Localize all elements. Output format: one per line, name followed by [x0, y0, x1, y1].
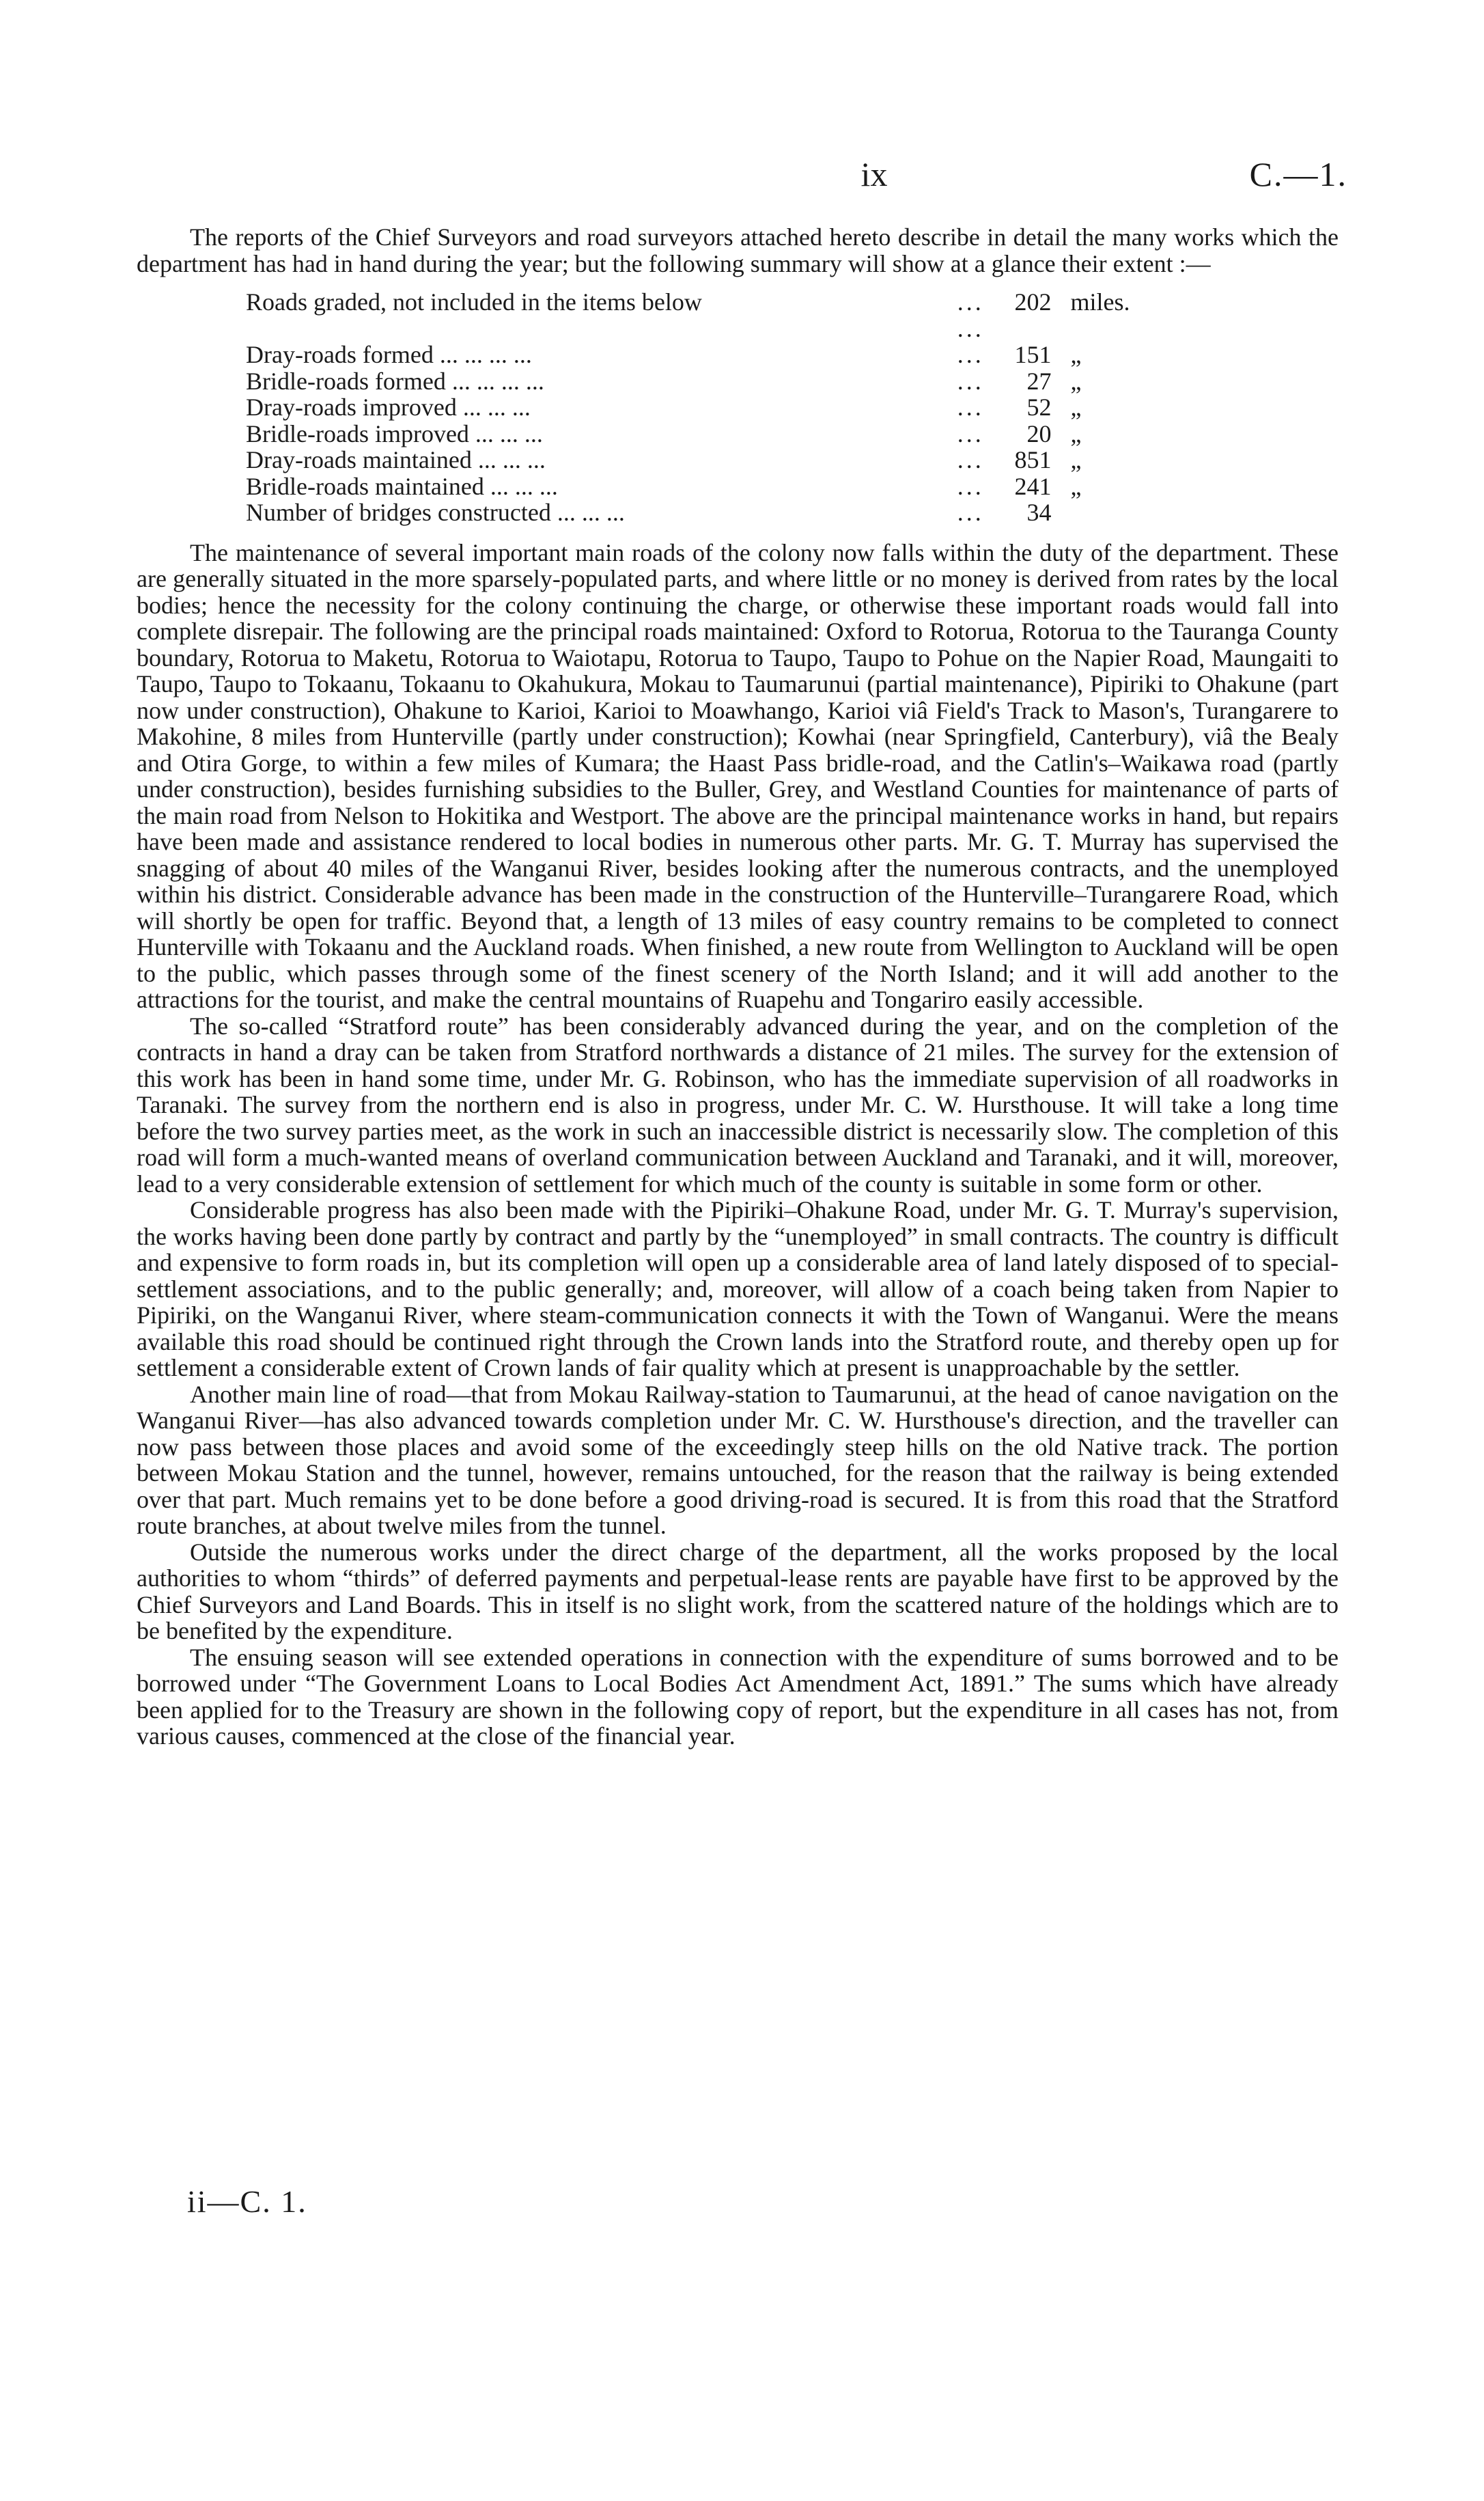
paragraph-intro: The reports of the Chief Surveyors and road surveyors attached hereto describe in detail the many works which the department has had in hand during the year; but the following summary will show at a glance their extent :— — [137, 223, 1339, 277]
summary-value: 202 — [1014, 288, 1052, 316]
document-body — [137, 224, 1339, 1750]
page-number: ix — [860, 155, 888, 193]
summary-leader-dots: ... — [957, 393, 984, 421]
summary-row — [246, 368, 1236, 395]
summary-unit: miles. — [1070, 288, 1130, 316]
summary-unit: „ — [1070, 446, 1082, 473]
paragraph-pipiriki-ohakune: Considerable progress has also been made with the Pipiriki–Ohakune Road, under Mr. G. T. Murray's supervision, the works having been done partly by contract and partly by the “unemployed” in small contracts. The country is difficult and expensive to form roads in, but its completion will open up a considerable area of land lately disposed of to special-settlement associations, and to the public generally; and, moreover, will allow of a coach being taken from Napier to Pipiriki, on the Wanganui River, where steam-communication connects it with the Town of Wanganui. Were the means available this road should be continued right through the Crown lands into the Stratford route, and thereby open up for settlement a considerable extent of Crown lands of fair quality which at present is unapproachable by the settler. — [137, 1196, 1339, 1381]
summary-leader-dots: ... — [957, 367, 984, 395]
summary-value: 52 — [1026, 393, 1052, 421]
paragraph-stratford-route: The so-called “Stratford route” has been considerably advanced during the year, and on the completion of the contracts in hand a dray can be taken from Stratford northwards a distance of 21 miles. The survey for the extension of this work has been in hand some time, under Mr. G. Robinson, who has the immediate supervision of all roadworks in Taranaki. The survey from the northern end is also in progress, under Mr. C. W. Hursthouse. It will take a long time before the two survey parties meet, as the work in such an inaccessible district is necessarily slow. The completion of this road will form a much-wanted means of overland communication between Auckland and Taranaki, and it will, moreover, lead to a very considerable extension of settlement for which much of the county is suitable in some form or other. — [137, 1012, 1339, 1198]
summary-label: Dray-roads formed ... ... ... ... — [246, 341, 532, 368]
summary-label: Bridle-roads maintained ... ... ... — [246, 472, 558, 500]
summary-row — [246, 499, 1236, 526]
signature-mark: ii—C. 1. — [187, 2184, 307, 2219]
summary-label: Bridle-roads formed ... ... ... ... — [246, 367, 544, 395]
paragraph-mokau-taumarunui: Another main line of road—that from Mokau Railway-station to Taumarunui, at the head of canoe navigation on the Wanganui River—has also advanced towards completion under Mr. C. W. Hursthouse's direction, and the traveller can now pass between those places and avoid some of the exceedingly steep hills on the old Native track. The portion between Mokau Station and the tunnel, however, remains untouched, for the reason that the railway is being extended over that part. Much remains yet to be done before a good driving-road is secured. It is from this road that the Stratford route branches, at about twelve miles from the tunnel. — [137, 1380, 1339, 1539]
summary-unit: „ — [1070, 419, 1082, 447]
summary-row — [246, 394, 1236, 421]
summary-value: 20 — [1026, 419, 1052, 447]
document-code: C.—1. — [1249, 155, 1347, 193]
summary-value: 851 — [1014, 446, 1052, 473]
summary-row — [246, 473, 1236, 500]
summary-leader-dots: ... — [957, 341, 984, 368]
summary-unit: „ — [1070, 341, 1082, 368]
summary-row — [246, 289, 1236, 342]
summary-leader-dots: ... — [957, 472, 984, 500]
summary-unit — [1060, 499, 1236, 526]
summary-unit: „ — [1070, 472, 1082, 500]
summary-row — [246, 342, 1236, 368]
summary-label: Number of bridges constructed ... ... ... — [246, 499, 625, 526]
summary-leader-dots: ... — [957, 446, 984, 473]
summary-unit: „ — [1070, 393, 1082, 421]
summary-leader-dots: ... ... — [957, 288, 984, 342]
paragraph-local-authorities: Outside the numerous works under the direct charge of the department, all the works proposed by the local authorities to whom “thirds” of deferred payments and perpetual-lease rents are payable have first to be approved by the Chief Surveyors and Land Boards. This in itself is no slight work, from the scattered nature of the holdings which are to be benefited by the expenditure. — [137, 1538, 1339, 1644]
summary-leader-dots: ... — [957, 419, 984, 447]
summary-leader-dots: ... — [957, 499, 984, 526]
page-header — [137, 154, 1347, 202]
summary-label: Roads graded, not included in the items below — [246, 288, 702, 316]
summary-label: Bridle-roads improved ... ... ... — [246, 419, 543, 447]
summary-value: 27 — [1026, 367, 1052, 395]
summary-unit: „ — [1070, 367, 1082, 395]
paragraph-maintenance: The maintenance of several important main roads of the colony now falls within the duty of the department. These are generally situated in the more sparsely-populated parts, and where little or no money is derived from rates by the local bodies; hence the necessity for the colony continuing the charge, or otherwise these important roads would fall into complete disrepair. The following are the principal roads maintained: Oxford to Rotorua, Rotorua to the Tauranga County boundary, Rotorua to Maketu, Rotorua to Waiotapu, Rotorua to Taupo, Taupo to Pohue on the Napier Road, Maungaiti to Taupo, Taupo to Tokaanu, Tokaanu to Okahukura, Mokau to Taumarunui (partial maintenance), Pipiriki to Ohakune (part now under construction), Ohakune to Karioi, Karioi to Moawhango, Karioi viâ Field's Track to Mason's, Turangarere to Makohine, 8 miles from Hunterville (partly under construction); Kowhai (near Springfield, Canterbury), viâ the Bealy and Otira Gorge, to within a few miles of Kumara; the Haast Pass bridle-road, and the Catlin's–Waikawa road (partly under construction), besides furnishing subsidies to the Buller, Grey, and Westland Counties for maintenance of parts of the main road from Nelson to Hokitika and Westport. The above are the principal maintenance works in hand, but repairs have been made and assistance rendered to local bodies in numerous other parts. Mr. G. T. Murray has supervised the snagging of about 40 miles of the Wanganui River, besides looking after the numerous contracts, and the unemployed within his district. Considerable advance has been made in the construction of the Hunterville–Turangarere Road, which will shortly be open for traffic. Beyond that, a length of 13 miles of easy country remains to be completed to connect Hunterville with Tokaanu and the Auckland roads. When finished, a new route from Wellington to Auckland will be open to the public, which passes through some of the finest scenery of the North Island; and it will add another to the attractions for the tourist, and make the central mountains of Ruapehu and Tongariro easily accessible. — [137, 538, 1339, 1013]
summary-label: Dray-roads improved ... ... ... — [246, 393, 531, 421]
summary-row — [246, 447, 1236, 473]
summary-row — [246, 421, 1236, 447]
summary-value: 151 — [1014, 341, 1052, 368]
summary-value: 241 — [1014, 472, 1052, 500]
summary-value: 34 — [1026, 499, 1052, 526]
summary-table — [246, 289, 1236, 526]
paragraph-loans-act: The ensuing season will see extended operations in connection with the expenditure of sums borrowed and to be borrowed under “The Government Loans to Local Bodies Act Amendment Act, 1891.” The sums which have already been applied for to the Treasury are shown in the following copy of report, but the expenditure in all cases has not, from various causes, commenced at the close of the financial year. — [137, 1643, 1339, 1750]
summary-label: Dray-roads maintained ... ... ... — [246, 446, 546, 473]
